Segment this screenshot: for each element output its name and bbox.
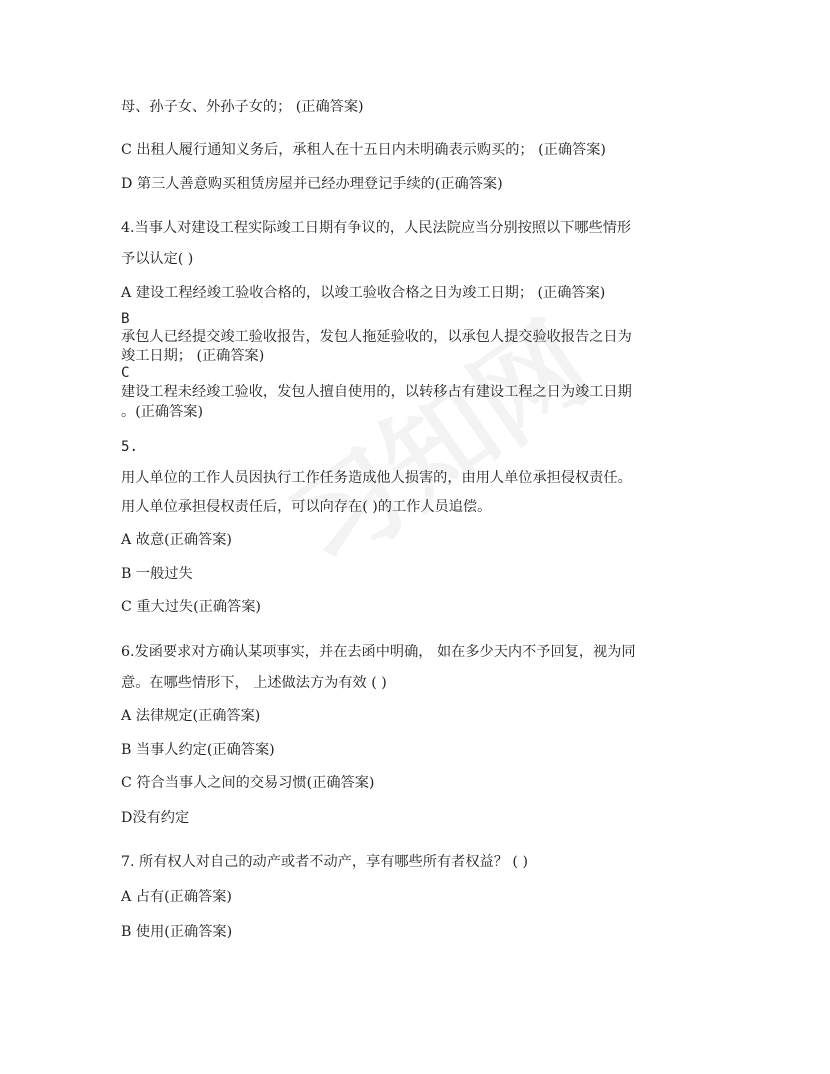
question-6-text: 意。在哪些情形下， 上述做法方为有效 ( ) bbox=[121, 675, 387, 691]
option-c: C 重大过失(正确答案) bbox=[121, 599, 261, 615]
question-5-number: 5. bbox=[121, 439, 139, 455]
question-5-text: 用人单位承担侵权责任后，可以向存在( )的工作人员追偿。 bbox=[121, 499, 492, 515]
option-text: 母、孙子女、外孙子女的； (正确答案) bbox=[121, 99, 364, 115]
option-b: B 使用(正确答案) bbox=[121, 924, 233, 940]
option-c-letter: C bbox=[121, 365, 130, 381]
option-c: C 符合当事人之间的交易习惯(正确答案) bbox=[121, 775, 375, 791]
option-b-letter: B bbox=[121, 311, 130, 327]
question-5-text: 用人单位的工作人员因执行工作任务造成他人损害的，由用人单位承担侵权责任。 bbox=[121, 470, 632, 486]
question-4-text: 4.当事人对建设工程实际竣工日期有争议的，人民法院应当分别按照以下哪些情形 bbox=[121, 220, 632, 236]
option-b-text: 承包人已经提交竣工验收报告，发包人拖延验收的，以承包人提交验收报告之日为 bbox=[121, 329, 632, 345]
question-4-text: 予以认定( ) bbox=[121, 251, 194, 267]
option-c-text: 。(正确答案) bbox=[121, 404, 204, 420]
option-b: B 当事人约定(正确答案) bbox=[121, 742, 275, 758]
question-7-text: 7. 所有权人对自己的动产或者不动产，享有哪些所有者权益？ ( ) bbox=[121, 854, 529, 870]
option-d: D 第三人善意购买租赁房屋并已经办理登记手续的(正确答案) bbox=[121, 176, 503, 192]
option-d: D没有约定 bbox=[121, 810, 190, 826]
option-a: A 占有(正确答案) bbox=[121, 889, 232, 905]
option-b: B 一般过失 bbox=[121, 566, 193, 582]
option-c-text: 建设工程未经竣工验收，发包人擅自使用的，以转移占有建设工程之日为竣工日期 bbox=[121, 384, 632, 400]
question-6-text: 6.发函要求对方确认某项事实，并在去函中明确， 如在多少天内不予回复，视为同 bbox=[121, 644, 636, 660]
option-b-text: 竣工日期； (正确答案) bbox=[121, 348, 265, 364]
option-c: C 出租人履行通知义务后，承租人在十五日内未明确表示购买的； (正确答案) bbox=[121, 142, 606, 158]
option-a: A 建设工程经竣工验收合格的，以竣工验收合格之日为竣工日期； (正确答案) bbox=[121, 285, 606, 301]
option-a: A 法律规定(正确答案) bbox=[121, 708, 261, 724]
option-a: A 故意(正确答案) bbox=[121, 532, 232, 548]
